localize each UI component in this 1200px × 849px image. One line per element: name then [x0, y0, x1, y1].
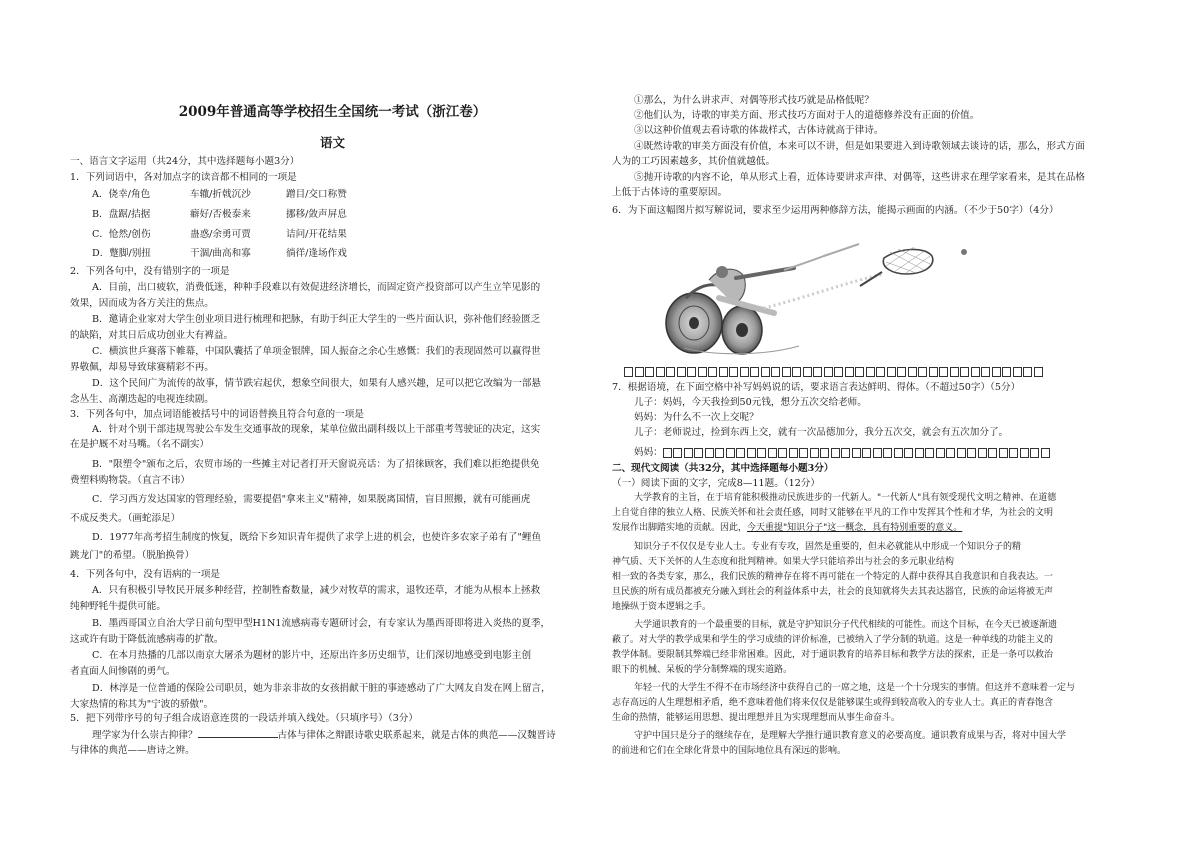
- answer-box[interactable]: [666, 367, 675, 377]
- passage-line: 眼下的机械、呆板的学分制弊端的现实道路。: [612, 665, 793, 675]
- section1-heading: 一、语言文字运用（共24分，其中选择题每小题3分）: [70, 156, 300, 167]
- answer-box[interactable]: [1030, 448, 1039, 458]
- answer-box[interactable]: [1020, 448, 1029, 458]
- answer-box[interactable]: [897, 367, 906, 377]
- answer-box[interactable]: [673, 448, 682, 458]
- exam-title: 2009年普通高等学校招生全国统一考试（浙江卷）: [178, 104, 487, 120]
- q7-mom-line2: [612, 446, 1051, 459]
- q5-line2: 与律体的典范——唐诗之辨。: [70, 745, 195, 756]
- answer-box[interactable]: [684, 448, 693, 458]
- answer-box[interactable]: [1041, 448, 1050, 458]
- q4-line: 纯种野牦牛提供可能。: [70, 601, 166, 612]
- answer-box[interactable]: [950, 367, 959, 377]
- q2-line: 的缺陷，对其日后成功创业大有裨益。: [70, 330, 234, 341]
- passage-line: 知识分子不仅仅是专业人士。专业有专攻，固然是重要的，但未必就能从中形成一个知识分子的精: [634, 542, 1022, 552]
- answer-box[interactable]: [946, 448, 955, 458]
- q3-line: C．学习西方发达国家的管理经验，需要提倡"拿来主义"精神，如果脱离国情，盲目照搬，就有可能画虎: [92, 494, 531, 505]
- q3-line: D．1977年高考招生制度的恢复，既给下乡知识青年提供了求学上进的机会，也使许多农家子弟有了"鲤鱼: [92, 532, 542, 543]
- answer-box[interactable]: [708, 367, 717, 377]
- q1-option-d-2: 干涸/曲高和寡: [190, 248, 251, 259]
- answer-box[interactable]: [645, 367, 654, 377]
- answer-box[interactable]: [782, 367, 791, 377]
- answer-box[interactable]: [831, 448, 840, 458]
- answer-box[interactable]: [768, 448, 777, 458]
- answer-box[interactable]: [929, 367, 938, 377]
- answer-box[interactable]: [925, 448, 934, 458]
- answer-box[interactable]: [740, 367, 749, 377]
- q7-stem: 7．根据语境，在下面空格中补写妈妈说的话，要求语言表达鲜明、得体。（不超过50字）（5分）: [612, 382, 1021, 393]
- q5-stem: 5．把下列带序号的句子组合成语意连贯的一段话并填入线处。（只填序号）（3分）: [70, 713, 418, 724]
- answer-box[interactable]: [873, 448, 882, 458]
- tennis-wheelchair-illustration: [624, 238, 1124, 360]
- answer-box[interactable]: [1034, 367, 1043, 377]
- q7-son-line1: 儿子：妈妈，今天我捡到50元钱，想分五次交给老师。: [634, 397, 867, 408]
- q5-item-cont: 上低于古体诗的重要原因。: [612, 187, 728, 198]
- q1-option-a-1: A．侥幸/角色: [92, 189, 151, 200]
- answer-box[interactable]: [820, 448, 829, 458]
- passage-line: 旦民族的所有成员都被充分融入到社会的利益体系中去，社会的良知就将失去其表达器官，民族的命运将被无声: [612, 587, 1054, 597]
- q3-line: 在是护厩不对马嘴。（名不副实）: [70, 439, 210, 450]
- passage-line: 大学教育的主旨，在于培育能积极推动民族进步的一代新人。"一代新人"具有领受现代文明之精神、在道德: [634, 493, 1057, 503]
- answer-box[interactable]: [971, 367, 980, 377]
- answer-box[interactable]: [757, 448, 766, 458]
- q2-stem: 2．下列各句中，没有错别字的一项是: [70, 266, 230, 277]
- answer-box[interactable]: [789, 448, 798, 458]
- q1-option-c-3: 诘问/开花结果: [286, 229, 347, 240]
- answer-box[interactable]: [866, 367, 875, 377]
- answer-box[interactable]: [778, 448, 787, 458]
- answer-box[interactable]: [705, 448, 714, 458]
- section2-heading: 二、现代文阅读（共32分，其中选择题每小题3分）: [612, 463, 834, 474]
- answer-box[interactable]: [810, 448, 819, 458]
- passage-line: 年轻一代的大学生不得不在市场经济中获得自己的一席之地，这是一个十分现实的事情。但这并不意味着一定与: [634, 683, 1076, 693]
- passage-underlined-sentence: 今天重提"知识分子"这一概念，具有特别重要的意义。: [747, 523, 963, 533]
- answer-box[interactable]: [855, 367, 864, 377]
- passage-line: 神气质、天下关怀的人生态度和批判精神。如果大学只能培养出与社会的多元职业结构: [612, 557, 955, 567]
- q1-option-c-1: C．怆然/创伤: [92, 229, 151, 240]
- answer-box[interactable]: [719, 367, 728, 377]
- answer-box[interactable]: [771, 367, 780, 377]
- q5-item: ①那么，为什么讲求声、对偶等形式技巧就是品格低呢？: [634, 95, 874, 106]
- answer-box[interactable]: [750, 367, 759, 377]
- answer-box[interactable]: [1013, 367, 1022, 377]
- answer-box[interactable]: [841, 448, 850, 458]
- answer-box[interactable]: [834, 367, 843, 377]
- q4-stem: 4．下列各句中，没有语病的一项是: [70, 569, 221, 580]
- q4-line: A．只有积极引导牧民开展多种经营，控制牲畜数量，减少对牧草的需求，退牧还草，才能为从根本上拯救: [92, 585, 541, 596]
- q7-son-line2: 儿子：老师说过，捡到东西上交，就有一次品德加分，我分五次交，就会有五次加分了。: [634, 427, 1009, 438]
- answer-box[interactable]: [887, 367, 896, 377]
- q4-line: D．林淳是一位普通的保险公司职员，她为非亲非故的女孩捐献干脏的事迹感动了广大网友自发在网上留言，: [92, 683, 551, 694]
- q1-option-b-2: 癖好/否极泰来: [190, 209, 251, 220]
- passage-line: 志存高远的人生理想相矛盾，绝不意味着他们将来仅仅是能够谋生或得到较高收入的专业人士。真正的青春饱含: [612, 698, 1054, 708]
- answer-box[interactable]: [736, 448, 745, 458]
- q4-line: C．在本月热播的几部以南京大屠杀为题材的影片中，还原出许多历史细节，让们深切地感受到电影主创: [92, 650, 532, 661]
- passage-line: 守护中国只是分子的继续存在，是理解大学推行通识教育意义的必要高度。通识教育成果与否，将对中国大学: [634, 731, 1067, 741]
- answer-box[interactable]: [876, 367, 885, 377]
- subject-title: 语文: [319, 135, 345, 150]
- passage-line: 的前进和它们在全球化背景中的国际地位具有深远的影响。: [612, 746, 847, 756]
- q3-line: 费塑料购物袋。（直言不讳）: [70, 475, 190, 486]
- answer-box[interactable]: [824, 367, 833, 377]
- answer-box[interactable]: [981, 367, 990, 377]
- passage-line: 上自觉自律的独立人格、民族关怀和社会责任感，同时又能够在平凡的工作中发挥其个性和才华，为社会的文明: [612, 508, 1054, 518]
- answer-box[interactable]: [1009, 448, 1018, 458]
- reading-intro: （一）阅读下面的文字，完成8—11题。（12分）: [612, 478, 820, 489]
- q1-option-b-1: B．盘踞/拮据: [92, 209, 151, 220]
- answer-box[interactable]: [687, 367, 696, 377]
- answer-box[interactable]: [918, 367, 927, 377]
- q2-line: 界敬佩，却易导致球赛精彩不再。: [70, 362, 214, 373]
- passage-line: 地操纵于资本逻辑之手。: [612, 602, 712, 612]
- answer-box[interactable]: [852, 448, 861, 458]
- q4-line: B．墨西哥国立自治大学日前句型甲型H1N1流感病毒专题研讨会，有专家认为墨西哥即将进入炎热的夏季，: [92, 618, 551, 629]
- answer-box[interactable]: [936, 448, 945, 458]
- answer-box[interactable]: [967, 448, 976, 458]
- answer-box[interactable]: [883, 448, 892, 458]
- answer-box[interactable]: [999, 448, 1008, 458]
- answer-box[interactable]: [715, 448, 724, 458]
- q5-item: ③以这种价值观去看诗歌的体裁样式，古体诗就高于律诗。: [634, 125, 884, 136]
- passage-line: 生命的热情，能够运用思想、提出理想并且为实现理想而从事生命奋斗。: [612, 713, 901, 723]
- q2-line: C．横滨世乒赛落下帷幕，中国队囊括了单项金银牌，国人振奋之余心生感慨：我们的表现固然可以赢得世: [92, 346, 541, 357]
- q3-line: 不成反类犬。（画蛇添足）: [70, 513, 181, 524]
- q2-line: B．邀请企业家对大学生创业项目进行梳理和把脉，有助于纠正大学生的一些片面认识，弥补他们经验匮乏: [92, 314, 541, 325]
- q2-line: 效果，因而成为各方关注的焦点。: [70, 298, 214, 309]
- q4-line: 这或许有助于降低流感病毒的扩散。: [70, 634, 224, 645]
- q1-stem: 1．下列词语中，各对加点字的读音都不相同的一项是: [70, 172, 297, 183]
- q5-answer-blank[interactable]: [198, 728, 278, 738]
- q5-line1: [70, 728, 556, 742]
- answer-box[interactable]: [694, 448, 703, 458]
- q1-option-d-1: D．蹩脚/别扭: [92, 248, 151, 259]
- q7-mom-line1: 妈妈：为什么不一次上交呢？: [634, 412, 759, 423]
- answer-box[interactable]: [894, 448, 903, 458]
- answer-box[interactable]: [904, 448, 913, 458]
- answer-box[interactable]: [978, 448, 987, 458]
- answer-box[interactable]: [635, 367, 644, 377]
- q3-line: B．"限塑令"颁布之后，农贸市场的一些摊主对记者打开天窗说亮话：为了招徕顾客，我们难以拒绝提供免: [92, 459, 540, 470]
- answer-box[interactable]: [677, 367, 686, 377]
- q1-option-c-2: 蛊惑/余勇可贾: [190, 229, 251, 240]
- q4-line: 大家热情的称其为"宁波的骄傲"。: [70, 699, 214, 710]
- answer-box[interactable]: [813, 367, 822, 377]
- answer-box[interactable]: [624, 367, 633, 377]
- passage-line: [612, 522, 962, 535]
- q6-stem: 6．为下面这幅图片拟写解说词，要求至少运用两种修辞方法，能揭示画面的内涵。（不少于50字）（4分）: [612, 205, 1059, 216]
- q7-answer-boxes[interactable]: [663, 447, 1052, 458]
- passage-line: 大学通识教育的一个最重要的目标，就是守护知识分子代代相续的可能性。而这个目标，在今天已被逐渐遗: [634, 620, 1058, 630]
- answer-box[interactable]: [908, 367, 917, 377]
- answer-box[interactable]: [960, 367, 969, 377]
- q5-continuation: 古体与律体之辩跟诗歌史联系起来，就是古体的典范——汉魏晋诗: [277, 730, 556, 741]
- answer-box[interactable]: [915, 448, 924, 458]
- q3-stem: 3．下列各句中，加点词语能被括号中的词语替换且符合句意的一项是: [70, 409, 364, 420]
- q1-option-d-3: 徜徉/逢场作戏: [286, 248, 347, 259]
- answer-box[interactable]: [1002, 367, 1011, 377]
- answer-box[interactable]: [957, 448, 966, 458]
- q5-item: ②他们认为，诗歌的审美方面、形式技巧方面对于人的道德修养没有正面的价值。: [634, 110, 980, 121]
- answer-box[interactable]: [761, 367, 770, 377]
- q5-question: 理学家为什么崇古抑律？: [92, 730, 198, 741]
- q1-option-a-3: 蹭目/交口称赞: [286, 189, 347, 200]
- answer-box[interactable]: [845, 367, 854, 377]
- answer-box[interactable]: [656, 367, 665, 377]
- answer-box[interactable]: [747, 448, 756, 458]
- answer-box[interactable]: [726, 448, 735, 458]
- answer-box[interactable]: [862, 448, 871, 458]
- answer-box[interactable]: [803, 367, 812, 377]
- q1-option-a-2: 车辙/折戟沉沙: [190, 189, 251, 200]
- q4-line: 者直面人间惨剧的勇气。: [70, 666, 176, 677]
- q1-option-b-3: 挪移/敛声屏息: [286, 209, 347, 220]
- answer-box[interactable]: [1023, 367, 1032, 377]
- q2-line: A．目前，出口疲软，消费低迷，种种手段难以有效促进经济增长，而固定资产投资部可以产生立竿见影的: [92, 282, 541, 293]
- q3-line: 跳龙门"的希望。（脱胎换骨）: [70, 550, 195, 561]
- q7-mom-label: 妈妈：: [634, 447, 663, 458]
- passage-line: 教学体制。要限制其弊端已经非常困难。因此，对于通识教育的培养目标和教学方法的探索，正是一条可以救治: [612, 650, 1054, 660]
- passage-text: 发展作出脚踏实地的贡献。因此，: [612, 523, 748, 533]
- q2-line: D．这个民间广为流传的故事，情节跌宕起伏，想象空间很大，如果有人感兴趣，足可以把它改编为一部悬: [92, 378, 542, 389]
- answer-box[interactable]: [992, 367, 1001, 377]
- q5-item: ④既然诗歌的审美方面没有价值，本来可以不讲，但是如果要进入到诗歌领域去谈诗的话，那么，形式方面: [634, 141, 1085, 152]
- passage-line: 蔽了。对大学的教学成果和学生的学习成绩的评价标准，已被纳入了学分制的轨道。这是一种单线的功能主义的: [612, 635, 1054, 645]
- q6-answer-boxes[interactable]: [624, 365, 1044, 377]
- answer-box[interactable]: [799, 448, 808, 458]
- answer-box[interactable]: [939, 367, 948, 377]
- answer-box[interactable]: [698, 367, 707, 377]
- answer-box[interactable]: [663, 448, 672, 458]
- answer-box[interactable]: [729, 367, 738, 377]
- answer-box[interactable]: [792, 367, 801, 377]
- q2-line: 念丛生、高潮迭起的电视连续剧。: [70, 394, 214, 405]
- answer-box[interactable]: [988, 448, 997, 458]
- q3-line: A．针对个别干部违规驾驶公车发生交通事故的现象，某单位做出副科级以上干部重考驾驶证的决定，这实: [92, 424, 541, 435]
- q5-item-cont: 人为的工巧因素越多，其价值就越低。: [612, 156, 776, 167]
- passage-line: 相一致的各类专家，那么，我们民族的精神存在将不再可能在一个特定的人群中获得其自我意识和自我表达。一: [612, 572, 1054, 582]
- q5-item: ⑤抛开诗歌的内容不论，单从形式上看，近体诗要讲求声律、对偶等，这些讲求在理学家看来，是其在品格: [634, 172, 1085, 183]
